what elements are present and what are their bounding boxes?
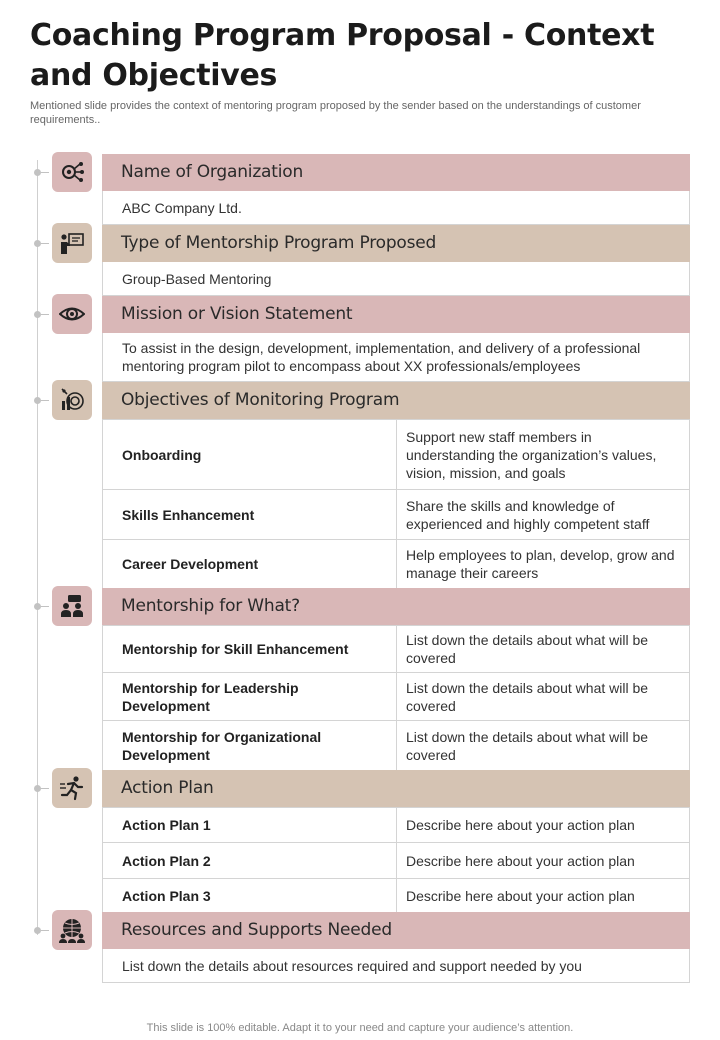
timeline-connector [41,172,49,173]
mentorship-desc: List down the details about what will be covered [397,673,690,721]
mentorship-label: Mentorship for Leadership Development [103,673,397,721]
timeline-dot [34,169,41,176]
table-row [103,420,690,490]
objective-desc: Share the skills and knowledge of experienced and highly competent staff [397,490,690,540]
timeline-dot [34,311,41,318]
objectives-table [102,419,690,589]
table-row [103,673,690,721]
page-title: Coaching Program Proposal - Context and Objectives [30,18,655,93]
page-subtitle: Mentioned slide provides the context of mentoring program proposed by the sender based on the understandings of customer requirements.. [30,100,641,126]
action-plan-desc: Describe here about your action plan [397,843,690,879]
mentorship-type-value: Group-Based Mentoring [102,262,690,296]
globe-people-icon [52,910,92,950]
table-row [103,490,690,540]
section-header-mentorship-for: Mentorship for What? [102,588,690,625]
presentation-icon [52,223,92,263]
mentorship-label: Mentorship for Organizational Development [103,721,397,771]
action-plan-label: Action Plan 3 [103,879,397,914]
action-plan-table [102,807,690,914]
section-header-resources: Resources and Supports Needed [102,912,690,949]
mentorship-label: Mentorship for Skill Enhancement [103,626,397,673]
network-target-icon [52,152,92,192]
table-row [103,843,690,879]
mission-value: To assist in the design, development, implementation, and delivery of a professional mentoring program pilot to encompass about XX professionals/employees [102,333,690,382]
objective-label: Onboarding [103,420,397,490]
section-header-objectives: Objectives of Monitoring Program [102,382,690,419]
mentorship-for-table [102,625,690,771]
runner-icon [52,768,92,808]
organization-value: ABC Company Ltd. [102,191,690,225]
section-header-action-plan: Action Plan [102,770,690,807]
objective-label: Career Development [103,540,397,589]
timeline-dot [34,785,41,792]
section-header-mentorship-type: Type of Mentorship Program Proposed [102,225,690,262]
timeline-connector [41,314,49,315]
mentorship-desc: List down the details about what will be covered [397,626,690,673]
timeline-dot [34,603,41,610]
footer-note: This slide is 100% editable. Adapt it to your need and capture your audience’s attention. [146,1022,574,1034]
section-header-mission: Mission or Vision Statement [102,296,690,333]
timeline-dot [34,927,41,934]
table-row [103,879,690,914]
table-row [103,626,690,673]
timeline-dot [34,397,41,404]
table-row [103,808,690,843]
action-plan-label: Action Plan 2 [103,843,397,879]
table-row [103,721,690,771]
timeline-connector [41,606,49,607]
objective-label: Skills Enhancement [103,490,397,540]
timeline-connector [41,788,49,789]
action-plan-desc: Describe here about your action plan [397,879,690,914]
action-plan-desc: Describe here about your action plan [397,808,690,843]
resources-value: List down the details about resources required and support needed by you [102,949,690,983]
table-row [103,540,690,589]
eye-icon [52,294,92,334]
timeline-connector [41,930,49,931]
chart-target-icon [52,380,92,420]
team-meeting-icon [52,586,92,626]
objective-desc: Help employees to plan, develop, grow and manage their careers [397,540,690,589]
timeline-line [37,160,38,935]
timeline-dot [34,240,41,247]
objective-desc: Support new staff members in understanding the organization’s values, vision, mission, and goals [397,420,690,490]
section-header-organization: Name of Organization [102,154,690,191]
mentorship-desc: List down the details about what will be covered [397,721,690,771]
timeline-connector [41,243,49,244]
action-plan-label: Action Plan 1 [103,808,397,843]
timeline-connector [41,400,49,401]
